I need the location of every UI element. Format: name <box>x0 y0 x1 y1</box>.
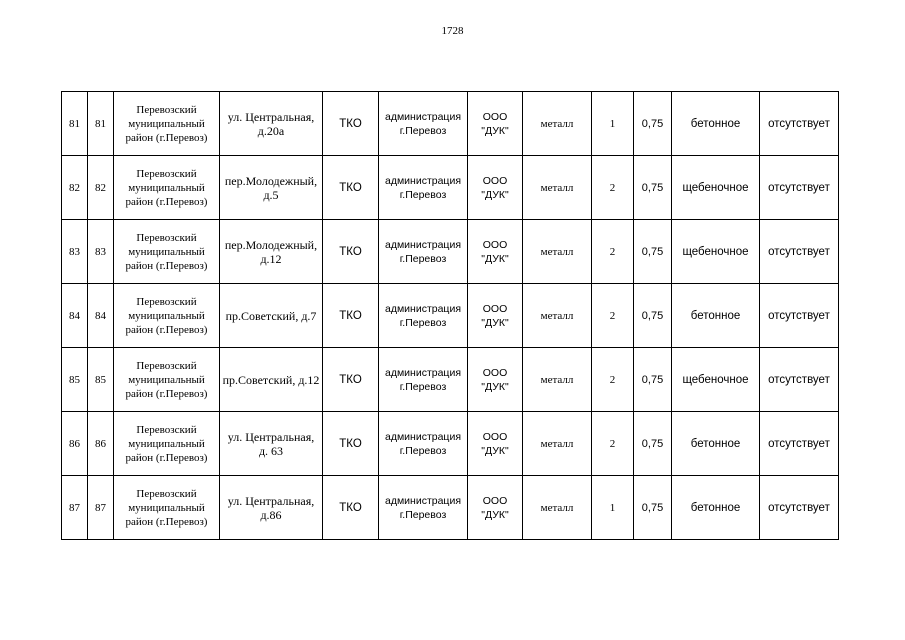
registry-table <box>61 91 839 540</box>
site-id-cell: 83 <box>88 220 114 284</box>
volume-cell: 0,75 <box>634 156 672 220</box>
address-cell: пер.Молодежный, д.12 <box>220 220 323 284</box>
volume-cell: 0,75 <box>634 92 672 156</box>
table-row <box>62 284 839 348</box>
address-cell: пр.Советский, д.7 <box>220 284 323 348</box>
fence-cell: отсутствует <box>760 476 839 540</box>
surface-cell: бетонное <box>672 92 760 156</box>
row-number-cell: 85 <box>62 348 88 412</box>
container-count-cell: 2 <box>592 348 634 412</box>
owner-cell: администрация г.Перевоз <box>379 476 468 540</box>
surface-cell: щебеночное <box>672 156 760 220</box>
container-count-cell: 2 <box>592 220 634 284</box>
table-row <box>62 92 839 156</box>
row-number-cell: 86 <box>62 412 88 476</box>
district-cell: Перевозский муниципальный район (г.Перевоз) <box>114 412 220 476</box>
table-body <box>62 92 839 540</box>
address-cell: пер.Молодежный, д.5 <box>220 156 323 220</box>
volume-cell: 0,75 <box>634 220 672 284</box>
site-id-cell: 81 <box>88 92 114 156</box>
organization-cell: ООО "ДУК" <box>468 284 523 348</box>
owner-cell: администрация г.Перевоз <box>379 92 468 156</box>
waste-type-cell: ТКО <box>323 92 379 156</box>
address-cell: ул. Центральная, д. 63 <box>220 412 323 476</box>
surface-cell: щебеночное <box>672 348 760 412</box>
container-count-cell: 1 <box>592 476 634 540</box>
owner-cell: администрация г.Перевоз <box>379 156 468 220</box>
waste-type-cell: ТКО <box>323 156 379 220</box>
volume-cell: 0,75 <box>634 476 672 540</box>
table-row <box>62 220 839 284</box>
organization-cell: ООО "ДУК" <box>468 348 523 412</box>
address-cell: ул. Центральная, д.86 <box>220 476 323 540</box>
owner-cell: администрация г.Перевоз <box>379 348 468 412</box>
organization-cell: ООО "ДУК" <box>468 220 523 284</box>
owner-cell: администрация г.Перевоз <box>379 284 468 348</box>
volume-cell: 0,75 <box>634 412 672 476</box>
material-cell: металл <box>523 348 592 412</box>
fence-cell: отсутствует <box>760 220 839 284</box>
container-count-cell: 2 <box>592 412 634 476</box>
material-cell: металл <box>523 92 592 156</box>
waste-type-cell: ТКО <box>323 284 379 348</box>
waste-type-cell: ТКО <box>323 412 379 476</box>
volume-cell: 0,75 <box>634 284 672 348</box>
organization-cell: ООО "ДУК" <box>468 92 523 156</box>
district-cell: Перевозский муниципальный район (г.Перевоз) <box>114 220 220 284</box>
material-cell: металл <box>523 156 592 220</box>
fence-cell: отсутствует <box>760 348 839 412</box>
waste-type-cell: ТКО <box>323 476 379 540</box>
site-id-cell: 86 <box>88 412 114 476</box>
container-count-cell: 1 <box>592 92 634 156</box>
district-cell: Перевозский муниципальный район (г.Перевоз) <box>114 284 220 348</box>
table-row <box>62 156 839 220</box>
row-number-cell: 87 <box>62 476 88 540</box>
material-cell: металл <box>523 412 592 476</box>
district-cell: Перевозский муниципальный район (г.Перевоз) <box>114 476 220 540</box>
container-count-cell: 2 <box>592 156 634 220</box>
district-cell: Перевозский муниципальный район (г.Перевоз) <box>114 156 220 220</box>
waste-type-cell: ТКО <box>323 348 379 412</box>
fence-cell: отсутствует <box>760 92 839 156</box>
organization-cell: ООО "ДУК" <box>468 476 523 540</box>
district-cell: Перевозский муниципальный район (г.Перевоз) <box>114 348 220 412</box>
fence-cell: отсутствует <box>760 412 839 476</box>
organization-cell: ООО "ДУК" <box>468 412 523 476</box>
site-id-cell: 85 <box>88 348 114 412</box>
surface-cell: бетонное <box>672 412 760 476</box>
address-cell: пр.Советский, д.12 <box>220 348 323 412</box>
row-number-cell: 81 <box>62 92 88 156</box>
container-count-cell: 2 <box>592 284 634 348</box>
site-id-cell: 84 <box>88 284 114 348</box>
site-id-cell: 87 <box>88 476 114 540</box>
district-cell: Перевозский муниципальный район (г.Перевоз) <box>114 92 220 156</box>
surface-cell: бетонное <box>672 284 760 348</box>
row-number-cell: 82 <box>62 156 88 220</box>
material-cell: металл <box>523 284 592 348</box>
material-cell: металл <box>523 220 592 284</box>
waste-type-cell: ТКО <box>323 220 379 284</box>
address-cell: ул. Центральная, д.20а <box>220 92 323 156</box>
site-id-cell: 82 <box>88 156 114 220</box>
surface-cell: бетонное <box>672 476 760 540</box>
table-row <box>62 412 839 476</box>
organization-cell: ООО "ДУК" <box>468 156 523 220</box>
row-number-cell: 84 <box>62 284 88 348</box>
page-number: 1728 <box>441 25 464 37</box>
surface-cell: щебеночное <box>672 220 760 284</box>
material-cell: металл <box>523 476 592 540</box>
table-row <box>62 348 839 412</box>
owner-cell: администрация г.Перевоз <box>379 220 468 284</box>
fence-cell: отсутствует <box>760 284 839 348</box>
owner-cell: администрация г.Перевоз <box>379 412 468 476</box>
volume-cell: 0,75 <box>634 348 672 412</box>
fence-cell: отсутствует <box>760 156 839 220</box>
table-row <box>62 476 839 540</box>
row-number-cell: 83 <box>62 220 88 284</box>
